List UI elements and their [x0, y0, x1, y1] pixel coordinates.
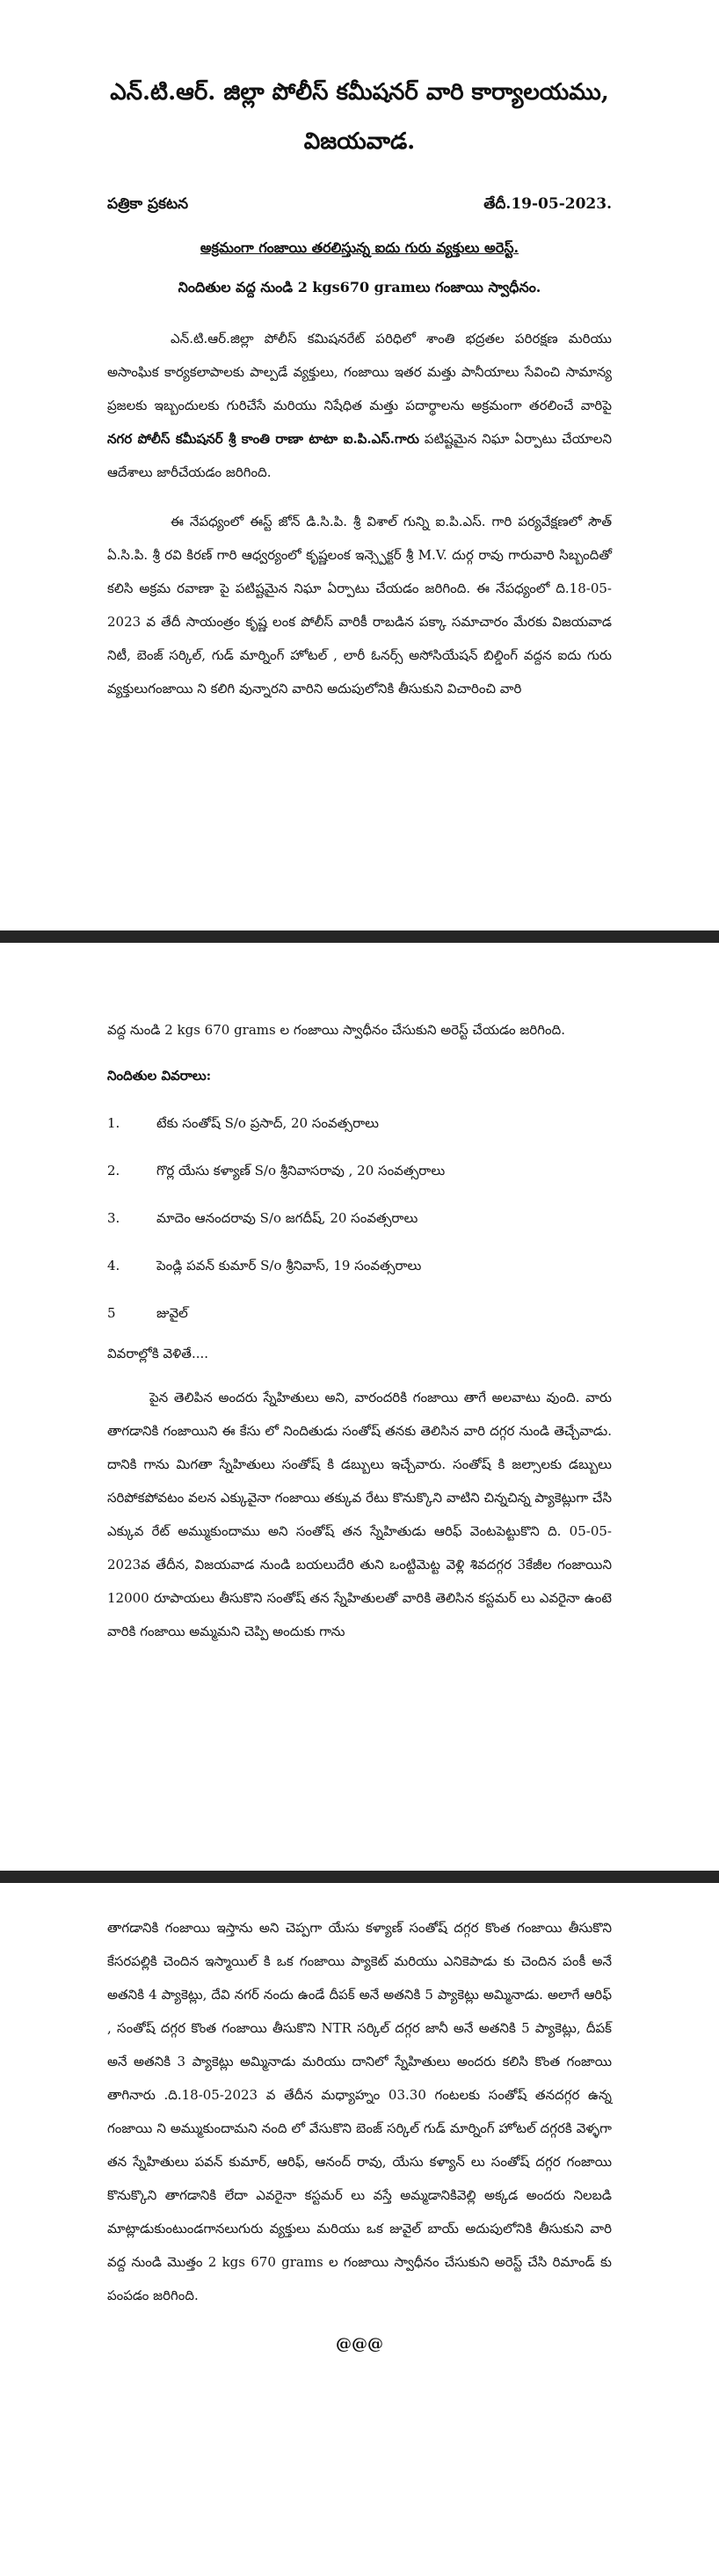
list-item: 5 జువైల్: [107, 1305, 188, 1321]
press-date: తేదీ.19-05-2023.: [483, 195, 612, 213]
document-page-1: [0, 0, 719, 930]
accused-heading: నిందితుల వివరాలు:: [107, 1068, 212, 1084]
press-header-row: [107, 195, 612, 216]
page-separator: [0, 1871, 719, 1883]
end-mark: @@@: [336, 2335, 383, 2353]
list-item: 3. మాదెం ఆనందరావు S/o జగదీష్, 20 సంవత్సరాలు: [107, 1210, 418, 1226]
paragraph-seizure-continued: వద్ద నుండి 2 kgs 670 grams ల గంజాయి స్వాధీనం చేసుకుని అరెస్ట్ చేయడం జరిగింది.: [107, 1022, 565, 1038]
paragraph-operation: ఈ నేపధ్యంలో ఈస్ట్ జోన్ డి.సి.పి. శ్రీ విశాల్ గున్ని ఐ.పి.ఎస్. గారి పర్యవేక్షణలో సౌత్ ఏ.సి.పి. శ్రీ రవి కిరణ్ గారి ఆధ్వర్యంలో కృష్ణలంక ఇన్స్పెక్టర్ శ్రీ M.V. దుర్గ రావు గారువారి సిబ్బందితో కలిసి అక్రమ రవాణా పై పటిష్టమైన నిఘా ఏర్పాటు చేయడం జరిగింది. ఈ నేపధ్యంలో ది.18-05-2023 వ తేదీ సాయంత్రం కృష్ణ లంక పోలీస్ వారికీ రాబడిన పక్కా సమాచారం మేరకు విజయవాడ నిటీ, బెంజ్ సర్కిల్, గుడ్ మార్నింగ్ హోటల్ , లారీ ఓనర్స్ అసోసియేషన్ బిల్డింగ్ వద్దన ఐదు గురు వ్యక్తులుగంజాయి ని కలిగి వున్నారని వారిని అదుపులోనికి తీసుకుని విచారించి వారి: [107, 514, 612, 697]
page-separator: [0, 930, 719, 943]
accused-list: [107, 1113, 612, 1323]
paragraph-details: పైన తెలిపిన అందరు స్నేహితులు అని, వారందరికి గంజాయి తాగే అలవాటు వుంది. వారు తాగడానికి గంజాయిని ఈ కేసు లో నిందితుడు సంతోష్ తనకు తెలిసిన వారి దగ్గర నుండి తెచ్చేవాడు. దానికి గాను మిగతా స్నేహితులు సంతోష్ కి డబ్బులు ఇచ్చేవారు. సంతోష్ కి జల్సాలకు డబ్బులు సరిపోకపోవటం వలన ఎక్కువైనా గంజాయి తక్కువ రేటు కొనుక్కొని వాటిని చిన్నచిన్న ప్యాకెట్లుగా చేసి ఎక్కువ రేట్ అమ్ముకుందాము అని సంతోష్ తన స్నేహితుడు ఆరిఫ్ వెంటపెట్టుకొని ది. 05-05-2023వ తేదీన, విజయవాడ నుండి బయలుదేరి తుని ఒంట్టిమెట్ట వెళ్లి శివదగ్గర 3కేజీల గంజాయిని 12000 రూపాయలు తీసుకొని సంతోష్ తన స్నేహితులతో వారికి తెలిసిన కస్టమర్ లు ఎవరైనా ఉంటె వారికి గంజాయి అమ్మమని చెప్పి అందుకు గాను: [107, 1390, 612, 1639]
list-item: 1. టేకు సంతోష్ S/o ప్రసాద్, 20 సంవత్సరాలు: [107, 1115, 379, 1131]
document-page-3: [0, 1883, 719, 2576]
details-heading: వివరాల్లోకి వెళితే....: [107, 1346, 209, 1361]
headline-seizure: నిందితుల వద్ద నుండి 2 kgs670 gramలు గంజాయి స్వాధీనం.: [178, 279, 541, 296]
office-title: ఎన్.టి.ఆర్. జిల్లా పోలీస్ కమీషనర్ వారి కార్యాలయము,: [110, 79, 609, 106]
paragraph-intro: ఎన్.టి.ఆర్.జిల్లా పోలీస్ కమిషనరేట్ పరిధిలో శాంతి భద్రతల పరిరక్షణ మరియు అసాంఘిక కార్యకలాపాలకు పాల్పడే వ్యక్తులు, గంజాయి ఇతర మత్తు పానీయాలు సేవించి సామాన్య ప్రజలకు ఇబ్బందులకు గురిచేసే మరియు నిషేధిత మత్తు పదార్థాలను అక్రమంగా తరలించే వారిపై నగర పోలీస్ కమీషనర్ శ్రీ కాంతి రాణా టాటా ఐ.పి.ఎస్.గారు పటిష్టమైన నిఘా ఏర్పాటు చేయాలని ఆదేశాలు జారీచేయడం జరిగింది.: [107, 331, 612, 480]
list-item: 4. పెండ్లి పవన్ కుమార్ S/o శ్రీనివాస్, 19 సంవత్సరాలు: [107, 1258, 422, 1273]
paragraph-details-continued: తాగడానికి గంజాయి ఇస్తాను అని చెప్పగా యేసు కళ్యాణ్ సంతోష్ దగ్గర కొంత గంజాయి తీసుకొని కేసరపల్లికి చెందిన ఇస్మాయిల్ కి ఒక గంజాయి ప్యాకెట్ మరియు ఎనికెపాడు కు చెందిన పంకీ అనే అతనికి 4 ప్యాకెట్లు, దేవి నగర్ నందు ఉండే దీపక్ అనే అతనికి 5 ప్యాకెట్లు అమ్మినాడు. అలాగే ఆరిఫ్ , సంతోష్ దగ్గర కొంత గంజాయి తీసుకొని NTR సర్కిల్ దగ్గర జానీ అనే అతనికి 5 ప్యాకెట్లు, దీపక్ అనే అతనికి 3 ప్యాకెట్లు అమ్మినాడు మరియు దానిలో స్నేహితులు అందరు కలిసి కొంత గంజాయి తాగినారు .ది.18-05-2023 వ తేదీన మధ్యాహ్నం 03.30 గంటలకు సంతోష్ తనదగ్గర ఉన్న గంజాయి ని అమ్ముకుందామని నంది లో వేసుకొని బెంజ్ సర్కిల్ గుడ్ మార్నింగ్ హోటల్ దగ్గరకి వెళ్ళగా తన స్నేహితులు పవన్ కుమార్, ఆరిఫ్, ఆనంద్ రావు, యేసు కళ్యాన్ లు సంతోష్ దగ్గర గంజాయి కొనుక్కొని తాగడానికి లేదా ఎవరైనా కస్టమర్ లు వస్తే అమ్మడానికివెల్లి అక్కడ అందరు నిలబడి మాట్లాడుకుంటుండగానలుగురు వ్యక్తులు మరియు ఒక జువైల్ బాయ్ అదుపులోనికి తీసుకుని వారి వద్ద నుండి మొత్తం 2 kgs 670 grams ల గంజాయి స్వాధీనం చేసుకుని అరెస్ట్ చేసి రిమాండ్ కు పంపడం జరిగింది.: [107, 1920, 612, 2303]
commissioner-name: నగర పోలీస్ కమీషనర్ శ్రీ కాంతి రాణా టాటా ఐ.పి.ఎస్.గారు: [107, 431, 419, 447]
press-release-label: పత్రికా ప్రకటన: [107, 195, 189, 213]
list-item: 2. గొర్ల యేసు కళ్యాణ్ S/o శ్రీనివాసరావు , 20 సంవత్సరాలు: [107, 1163, 446, 1179]
headline-arrest: అక్రమంగా గంజాయి తరలిస్తున్న ఐదు గురు వ్యక్తులు అరెస్ట్.: [200, 239, 519, 256]
office-city: విజయవాడ.: [303, 128, 416, 155]
document-page-2: [0, 943, 719, 1871]
